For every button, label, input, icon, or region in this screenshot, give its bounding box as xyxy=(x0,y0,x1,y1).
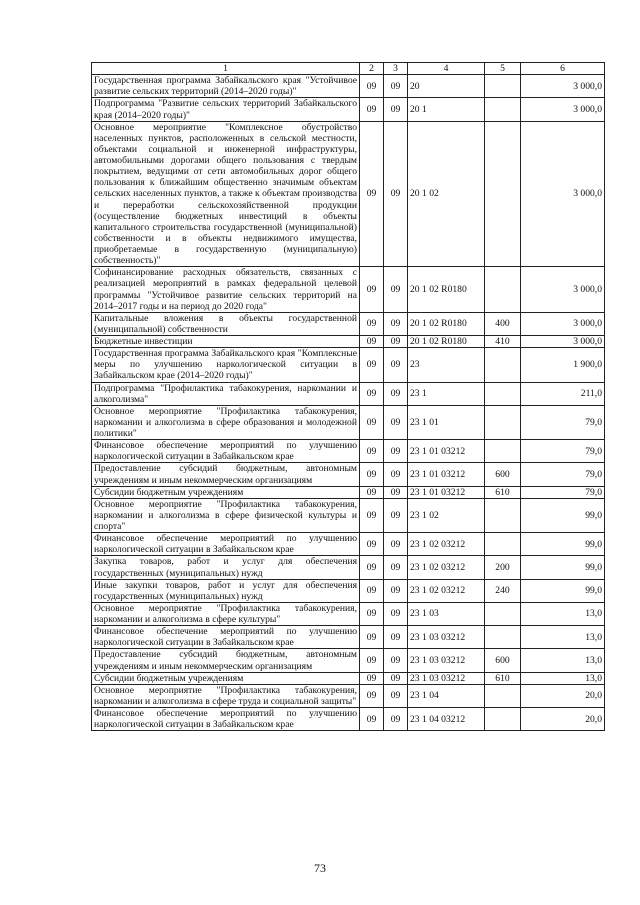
row-name-cell: Финансовое обеспечение мероприятий по улучшению наркологической ситуации в Забайкальском крае xyxy=(92,533,360,556)
table-row xyxy=(92,556,605,579)
row-amount-cell: 211,0 xyxy=(521,382,605,405)
table-row xyxy=(92,626,605,649)
row-target-code-cell: 20 1 xyxy=(408,98,485,121)
column-header-2: 2 xyxy=(360,63,384,75)
row-name-cell: Бюджетные инвестиции xyxy=(92,336,360,348)
table-row xyxy=(92,75,605,98)
row-expense-type-cell: 240 xyxy=(485,579,521,602)
row-target-code-cell: 23 1 01 xyxy=(408,405,485,439)
row-subsection-cell: 09 xyxy=(384,556,408,579)
row-expense-type-cell xyxy=(485,382,521,405)
table-row xyxy=(92,649,605,672)
column-header-3: 3 xyxy=(384,63,408,75)
row-subsection-cell: 09 xyxy=(384,533,408,556)
row-subsection-cell: 09 xyxy=(384,440,408,463)
row-expense-type-cell: 400 xyxy=(485,312,521,335)
row-name-cell: Иные закупки товаров, работ и услуг для обеспечения государственных (муниципальных) нужд xyxy=(92,579,360,602)
row-expense-type-cell xyxy=(485,75,521,98)
row-subsection-cell: 09 xyxy=(384,498,408,532)
row-section-cell: 09 xyxy=(360,684,384,707)
row-name-cell: Закупка товаров, работ и услуг для обеспечения государственных (муниципальных) нужд xyxy=(92,556,360,579)
row-subsection-cell: 09 xyxy=(384,75,408,98)
row-section-cell: 09 xyxy=(360,708,384,731)
table-row xyxy=(92,708,605,731)
row-target-code-cell: 23 1 02 03212 xyxy=(408,579,485,602)
row-section-cell: 09 xyxy=(360,121,384,267)
row-name-cell: Подпрограмма "Развитие сельских территорий Забайкальского края (2014–2020 годы)" xyxy=(92,98,360,121)
row-amount-cell: 3 000,0 xyxy=(521,267,605,313)
row-target-code-cell: 23 1 02 03212 xyxy=(408,533,485,556)
column-header-1: 1 xyxy=(92,63,360,75)
page-number: 73 xyxy=(314,861,326,875)
row-amount-cell: 3 000,0 xyxy=(521,121,605,267)
row-subsection-cell: 09 xyxy=(384,382,408,405)
row-expense-type-cell xyxy=(485,498,521,532)
table-row xyxy=(92,498,605,532)
row-target-code-cell: 23 1 xyxy=(408,382,485,405)
row-name-cell: Предоставление субсидий бюджетным, автономным учреждениям и иным некоммерческим организациям xyxy=(92,649,360,672)
row-name-cell: Финансовое обеспечение мероприятий по улучшению наркологической ситуации в Забайкальском крае xyxy=(92,708,360,731)
row-subsection-cell: 09 xyxy=(384,312,408,335)
row-target-code-cell: 23 1 04 xyxy=(408,684,485,707)
row-section-cell: 09 xyxy=(360,267,384,313)
table-row xyxy=(92,98,605,121)
row-section-cell: 09 xyxy=(360,649,384,672)
row-subsection-cell: 09 xyxy=(384,348,408,382)
row-amount-cell: 13,0 xyxy=(521,649,605,672)
table-row xyxy=(92,121,605,267)
table-row xyxy=(92,672,605,684)
column-header-4: 4 xyxy=(408,63,485,75)
row-name-cell: Финансовое обеспечение мероприятий по улучшению наркологической ситуации в Забайкальском крае xyxy=(92,440,360,463)
table-row xyxy=(92,312,605,335)
row-amount-cell: 79,0 xyxy=(521,440,605,463)
row-name-cell: Основное мероприятие "Профилактика табакокурения, наркомании и алкоголизма в сфере культуры" xyxy=(92,602,360,625)
row-section-cell: 09 xyxy=(360,75,384,98)
row-expense-type-cell: 600 xyxy=(485,649,521,672)
row-amount-cell: 3 000,0 xyxy=(521,98,605,121)
table-row xyxy=(92,533,605,556)
row-expense-type-cell xyxy=(485,267,521,313)
row-subsection-cell: 09 xyxy=(384,98,408,121)
row-subsection-cell: 09 xyxy=(384,486,408,498)
row-name-cell: Государственная программа Забайкальского края "Устойчивое развитие сельских территорий (2014–2020 годы)" xyxy=(92,75,360,98)
row-target-code-cell: 23 1 02 xyxy=(408,498,485,532)
row-amount-cell: 99,0 xyxy=(521,556,605,579)
row-amount-cell: 99,0 xyxy=(521,579,605,602)
row-target-code-cell: 23 1 01 03212 xyxy=(408,463,485,486)
row-amount-cell: 79,0 xyxy=(521,405,605,439)
row-amount-cell: 79,0 xyxy=(521,486,605,498)
row-subsection-cell: 09 xyxy=(384,463,408,486)
row-amount-cell: 1 900,0 xyxy=(521,348,605,382)
row-section-cell: 09 xyxy=(360,312,384,335)
row-section-cell: 09 xyxy=(360,533,384,556)
row-amount-cell: 3 000,0 xyxy=(521,312,605,335)
row-name-cell: Софинансирование расходных обязательств, связанных с реализацией мероприятий в рамках федеральной целевой программы "Устойчивое развитие сельских территорий на 2014–2017 годы и на период до 2020 года" xyxy=(92,267,360,313)
row-amount-cell: 20,0 xyxy=(521,684,605,707)
row-subsection-cell: 09 xyxy=(384,649,408,672)
row-target-code-cell: 23 1 01 03212 xyxy=(408,440,485,463)
row-target-code-cell: 23 1 03 03212 xyxy=(408,649,485,672)
row-subsection-cell: 09 xyxy=(384,684,408,707)
table-row xyxy=(92,440,605,463)
table-row xyxy=(92,336,605,348)
row-name-cell: Государственная программа Забайкальского края "Комплексные меры по улучшению наркологической ситуации в Забайкальском крае (2014–2020 годы)" xyxy=(92,348,360,382)
table-header-row xyxy=(92,63,605,75)
row-section-cell: 09 xyxy=(360,98,384,121)
row-amount-cell: 3 000,0 xyxy=(521,75,605,98)
row-expense-type-cell xyxy=(485,626,521,649)
row-target-code-cell: 23 1 03 xyxy=(408,602,485,625)
row-name-cell: Основное мероприятие "Профилактика табакокурения, наркомании и алкоголизма в сфере физической культуры и спорта" xyxy=(92,498,360,532)
row-target-code-cell: 23 1 03 03212 xyxy=(408,672,485,684)
row-expense-type-cell: 610 xyxy=(485,672,521,684)
row-target-code-cell: 23 1 03 03212 xyxy=(408,626,485,649)
row-name-cell: Подпрограмма "Профилактика табакокурения, наркомании и алкоголизма" xyxy=(92,382,360,405)
row-target-code-cell: 20 1 02 R0180 xyxy=(408,267,485,313)
row-section-cell: 09 xyxy=(360,602,384,625)
row-name-cell: Субсидии бюджетным учреждениям xyxy=(92,486,360,498)
row-subsection-cell: 09 xyxy=(384,336,408,348)
row-target-code-cell: 20 1 02 R0180 xyxy=(408,336,485,348)
row-section-cell: 09 xyxy=(360,382,384,405)
row-expense-type-cell xyxy=(485,708,521,731)
row-target-code-cell: 23 xyxy=(408,348,485,382)
column-header-6: 6 xyxy=(521,63,605,75)
row-name-cell: Субсидии бюджетным учреждениям xyxy=(92,672,360,684)
row-amount-cell: 99,0 xyxy=(521,533,605,556)
row-amount-cell: 20,0 xyxy=(521,708,605,731)
row-name-cell: Основное мероприятие "Профилактика табакокурения, наркомании и алкоголизма в сфере труда и социальной защиты" xyxy=(92,684,360,707)
row-expense-type-cell: 610 xyxy=(485,486,521,498)
row-expense-type-cell xyxy=(485,684,521,707)
row-expense-type-cell xyxy=(485,602,521,625)
row-expense-type-cell: 410 xyxy=(485,336,521,348)
row-expense-type-cell: 600 xyxy=(485,463,521,486)
row-subsection-cell: 09 xyxy=(384,708,408,731)
row-target-code-cell: 20 xyxy=(408,75,485,98)
row-amount-cell: 13,0 xyxy=(521,602,605,625)
table-row xyxy=(92,486,605,498)
row-target-code-cell: 20 1 02 xyxy=(408,121,485,267)
row-expense-type-cell xyxy=(485,405,521,439)
row-subsection-cell: 09 xyxy=(384,121,408,267)
row-amount-cell: 99,0 xyxy=(521,498,605,532)
row-expense-type-cell xyxy=(485,533,521,556)
row-section-cell: 09 xyxy=(360,405,384,439)
row-expense-type-cell xyxy=(485,348,521,382)
row-section-cell: 09 xyxy=(360,486,384,498)
row-target-code-cell: 23 1 04 03212 xyxy=(408,708,485,731)
row-section-cell: 09 xyxy=(360,556,384,579)
row-expense-type-cell xyxy=(485,98,521,121)
table-row xyxy=(92,348,605,382)
row-section-cell: 09 xyxy=(360,440,384,463)
table-row xyxy=(92,463,605,486)
column-header-5: 5 xyxy=(485,63,521,75)
row-target-code-cell: 23 1 01 03212 xyxy=(408,486,485,498)
table-row xyxy=(92,602,605,625)
row-section-cell: 09 xyxy=(360,672,384,684)
row-expense-type-cell xyxy=(485,440,521,463)
row-section-cell: 09 xyxy=(360,336,384,348)
row-subsection-cell: 09 xyxy=(384,672,408,684)
row-amount-cell: 3 000,0 xyxy=(521,336,605,348)
row-target-code-cell: 20 1 02 R0180 xyxy=(408,312,485,335)
row-target-code-cell: 23 1 02 03212 xyxy=(408,556,485,579)
row-section-cell: 09 xyxy=(360,498,384,532)
row-name-cell: Основное мероприятие "Профилактика табакокурения, наркомании и алкоголизма в сфере образования и молодежной политики" xyxy=(92,405,360,439)
table-row xyxy=(92,382,605,405)
row-name-cell: Предоставление субсидий бюджетным, автономным учреждениям и иным некоммерческим организациям xyxy=(92,463,360,486)
row-subsection-cell: 09 xyxy=(384,405,408,439)
row-section-cell: 09 xyxy=(360,626,384,649)
row-section-cell: 09 xyxy=(360,579,384,602)
row-name-cell: Основное мероприятие "Комплексное обустройство населенных пунктов, расположенных в сельской местности, объектами социальной и инженерной инфраструктуры, автомобильными дорогами общего пользования с твердым покрытием, ведущими от сети автомобильных дорог общего пользования к ближайшим общественно значимым объектам сельских населенных пунктов, а также к объектам производства и переработки сельскохозяйственной продукции (осуществление бюджетных инвестиций в объекты капитального строительства государственной (муниципальной) собственности и в объекты недвижимого имущества, приобретаемые в государственную (муниципальную) собственность)" xyxy=(92,121,360,267)
table-row xyxy=(92,405,605,439)
row-amount-cell: 13,0 xyxy=(521,626,605,649)
row-expense-type-cell xyxy=(485,121,521,267)
budget-table xyxy=(91,62,605,731)
table-row xyxy=(92,579,605,602)
row-section-cell: 09 xyxy=(360,463,384,486)
row-subsection-cell: 09 xyxy=(384,579,408,602)
row-expense-type-cell: 200 xyxy=(485,556,521,579)
table-row xyxy=(92,684,605,707)
row-amount-cell: 79,0 xyxy=(521,463,605,486)
row-amount-cell: 13,0 xyxy=(521,672,605,684)
row-subsection-cell: 09 xyxy=(384,267,408,313)
row-subsection-cell: 09 xyxy=(384,626,408,649)
row-section-cell: 09 xyxy=(360,348,384,382)
row-name-cell: Финансовое обеспечение мероприятий по улучшению наркологической ситуации в Забайкальском крае xyxy=(92,626,360,649)
row-subsection-cell: 09 xyxy=(384,602,408,625)
row-name-cell: Капитальные вложения в объекты государственной (муниципальной) собственности xyxy=(92,312,360,335)
table-row xyxy=(92,267,605,313)
